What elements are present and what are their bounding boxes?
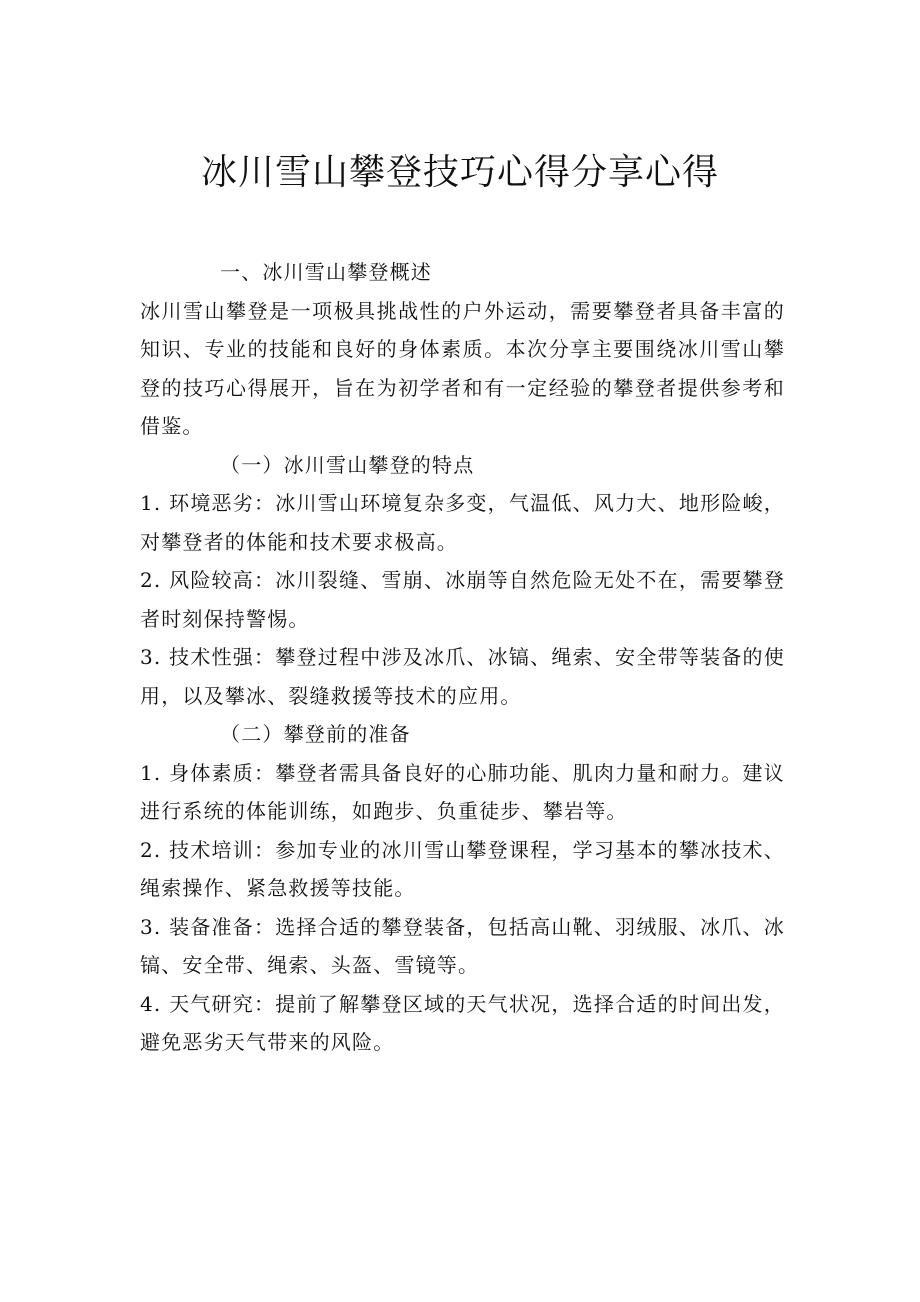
list-item-technique: 3. 技术性强：攀登过程中涉及冰爪、冰镐、绳索、安全带等装备的使用，以及攀冰、裂缝救援等技术的应用。: [140, 645, 785, 708]
section-heading-overview: 一、冰川雪山攀登概述: [220, 260, 432, 284]
paragraph-intro: 冰川雪山攀登是一项极具挑战性的户外运动，需要攀登者具备丰富的知识、专业的技能和良好的身体素质。本次分享主要围绕冰川雪山攀登的技巧心得展开，旨在为初学者和有一定经验的攀登者提供参考和借鉴。: [140, 298, 785, 438]
list-item-risk: 2. 风险较高：冰川裂缝、雪崩、冰崩等自然危险无处不在，需要攀登者时刻保持警惕。: [140, 568, 785, 631]
document-body: [140, 253, 785, 1062]
list-item-training: 2. 技术培训：参加专业的冰川雪山攀登课程，学习基本的攀冰技术、绳索操作、紧急救援等技能。: [140, 837, 785, 900]
subsection-heading-features: （一）冰川雪山攀登的特点: [220, 452, 475, 477]
subsection-heading-preparation: （二）攀登前的准备: [220, 722, 411, 746]
list-item-fitness: 1. 身体素质：攀登者需具备良好的心肺功能、肌肉力量和耐力。建议进行系统的体能训练，如跑步、负重徒步、攀岩等。: [140, 760, 785, 823]
list-item-environment: 1. 环境恶劣：冰川雪山环境复杂多变，气温低、风力大、地形险峻，对攀登者的体能和技术要求极高。: [140, 491, 785, 554]
document-title: 冰川雪山攀登技巧心得分享心得: [200, 152, 719, 193]
list-item-equipment: 3. 装备准备：选择合适的攀登装备，包括高山靴、羽绒服、冰爪、冰镐、安全带、绳索、头盔、雪镜等。: [140, 914, 785, 977]
list-item-weather: 4. 天气研究：提前了解攀登区域的天气状况，选择合适的时间出发，避免恶劣天气带来的风险。: [140, 991, 785, 1054]
